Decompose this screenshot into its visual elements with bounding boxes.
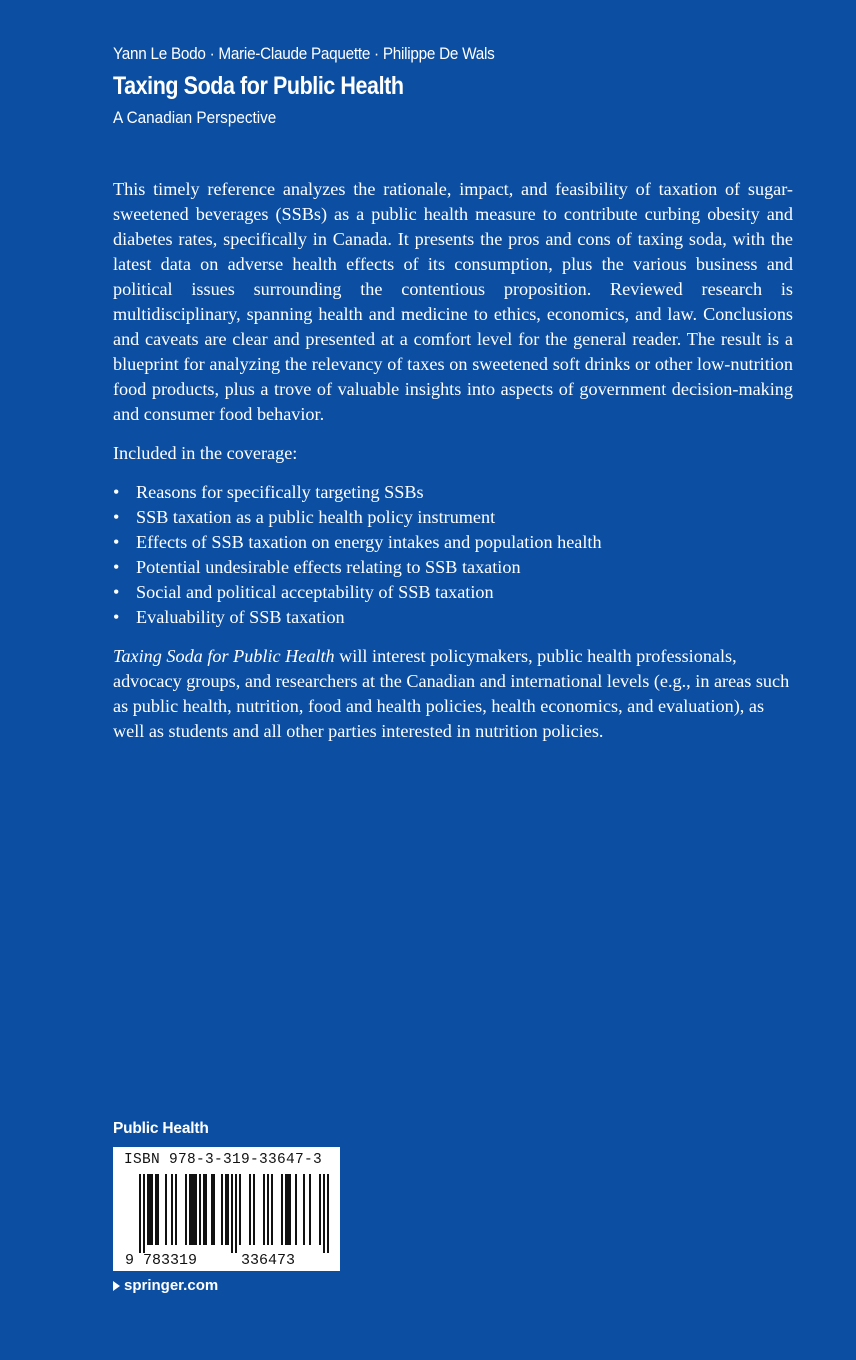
closing-paragraph: [113, 644, 793, 744]
barcode-bar: [263, 1174, 265, 1245]
barcode-bar: [271, 1174, 273, 1245]
barcode-bar: [165, 1174, 167, 1245]
bullet-icon: •: [113, 607, 120, 627]
barcode-bar: [171, 1174, 173, 1245]
barcode-bar: [319, 1174, 321, 1245]
coverage-item-text: Social and political acceptability of SSB taxation: [136, 582, 494, 602]
barcode-bar: [303, 1174, 305, 1245]
bullet-icon: •: [113, 582, 120, 602]
barcode-bar: [157, 1174, 159, 1245]
barcode-bar: [323, 1174, 325, 1253]
barcode-bar: [195, 1174, 197, 1245]
barcode-bar: [249, 1174, 251, 1245]
isbn-label: ISBN 978-3-319-33647-3: [124, 1152, 323, 1168]
barcode-bar: [253, 1174, 255, 1245]
website-text: springer.com: [124, 1277, 219, 1294]
barcode-bar: [147, 1174, 149, 1245]
barcode-bar: [191, 1174, 193, 1245]
coverage-item-text: Effects of SSB taxation on energy intakes and population health: [136, 532, 602, 552]
barcode-graphic: [113, 1147, 340, 1271]
isbn-barcode: [113, 1147, 340, 1271]
triangle-arrow-icon: [113, 1281, 120, 1291]
barcode-bar: [205, 1174, 207, 1245]
barcode-bar: [203, 1174, 205, 1245]
barcode-bar: [235, 1174, 237, 1253]
coverage-item-text: SSB taxation as a public health policy instrument: [136, 507, 496, 527]
coverage-item-text: Potential undesirable effects relating to SSB taxation: [136, 557, 521, 577]
coverage-item-text: Evaluability of SSB taxation: [136, 607, 345, 627]
coverage-item: [113, 480, 793, 505]
coverage-item: [113, 555, 793, 580]
bullet-icon: •: [113, 557, 120, 577]
summary-paragraph: This timely reference analyzes the rationale, impact, and feasibility of taxation of sugar-sweetened beverages (SSBs) as a public health measure to contribute curbing obesity and diabetes rates, specifically in Canada. It presents the pros and cons of taxing soda, with the latest data on adverse health effects of its consumption, plus the various business and political issues surrounding the contentious proposition. Reviewed research is multidisciplinary, spanning health and medicine to ethics, economics, and law. Conclusions and caveats are clear and presented at a comfort level for the general reader. The result is a blueprint for analyzing the relevancy of taxes on sweetened soft drinks or other low-nutrition food products, plus a trove of valuable insights into aspects of government decision-making and consumer food behavior.: [113, 179, 793, 424]
barcode-bar: [327, 1174, 329, 1253]
subject-category: Public Health: [113, 1120, 209, 1137]
barcode-bar: [189, 1174, 191, 1245]
bullet-icon: •: [113, 482, 120, 502]
barcode-bar: [151, 1174, 153, 1245]
barcode-bar: [289, 1174, 291, 1245]
barcode-bar: [213, 1174, 215, 1245]
closing-text: will interest policymakers, public health professionals, advocacy groups, and researchers at the Canadian and international levels (e.g., in areas such as public health, nutrition, food and health policies, health economics, and evaluation), as well as students and all other parties interested in nutrition policies.: [113, 646, 790, 741]
coverage-list: [113, 480, 793, 630]
bullet-icon: •: [113, 507, 120, 527]
book-title: Taxing Soda for Public Health: [113, 72, 404, 100]
barcode-bar: [139, 1174, 141, 1253]
barcode-bar: [199, 1174, 201, 1245]
coverage-item: [113, 605, 793, 630]
barcode-bar: [239, 1174, 241, 1245]
barcode-bar: [285, 1174, 287, 1245]
coverage-item: [113, 505, 793, 530]
barcode-bar: [281, 1174, 283, 1245]
barcode-bar: [287, 1174, 289, 1245]
barcode-bar: [155, 1174, 157, 1245]
barcode-digits: 9: [125, 1252, 135, 1269]
authors: Yann Le Bodo · Marie-Claude Paquette · Philippe De Wals: [113, 44, 495, 63]
coverage-item-text: Reasons for specifically targeting SSBs: [136, 482, 424, 502]
barcode-bar: [225, 1174, 227, 1245]
barcode-bar: [143, 1174, 145, 1253]
coverage-item: [113, 530, 793, 555]
closing-title: Taxing Soda for Public Health: [113, 646, 335, 666]
barcode-digits: 783319: [143, 1252, 198, 1269]
barcode-bar: [193, 1174, 195, 1245]
coverage-intro: Included in the coverage:: [113, 443, 298, 463]
barcode-bar: [309, 1174, 311, 1245]
bullet-icon: •: [113, 532, 120, 552]
barcode-bar: [175, 1174, 177, 1245]
barcode-bar: [185, 1174, 187, 1245]
barcode-digits: 336473: [241, 1252, 296, 1269]
barcode-bar: [227, 1174, 229, 1245]
barcode-bar: [221, 1174, 223, 1245]
barcode-bar: [149, 1174, 151, 1245]
coverage-item: [113, 580, 793, 605]
barcode-bar: [231, 1174, 233, 1253]
barcode-bar: [211, 1174, 213, 1245]
barcode-bar: [295, 1174, 297, 1245]
website-link[interactable]: [113, 1277, 218, 1294]
barcode-bar: [267, 1174, 269, 1245]
book-subtitle: A Canadian Perspective: [113, 108, 277, 127]
description: [113, 177, 793, 744]
